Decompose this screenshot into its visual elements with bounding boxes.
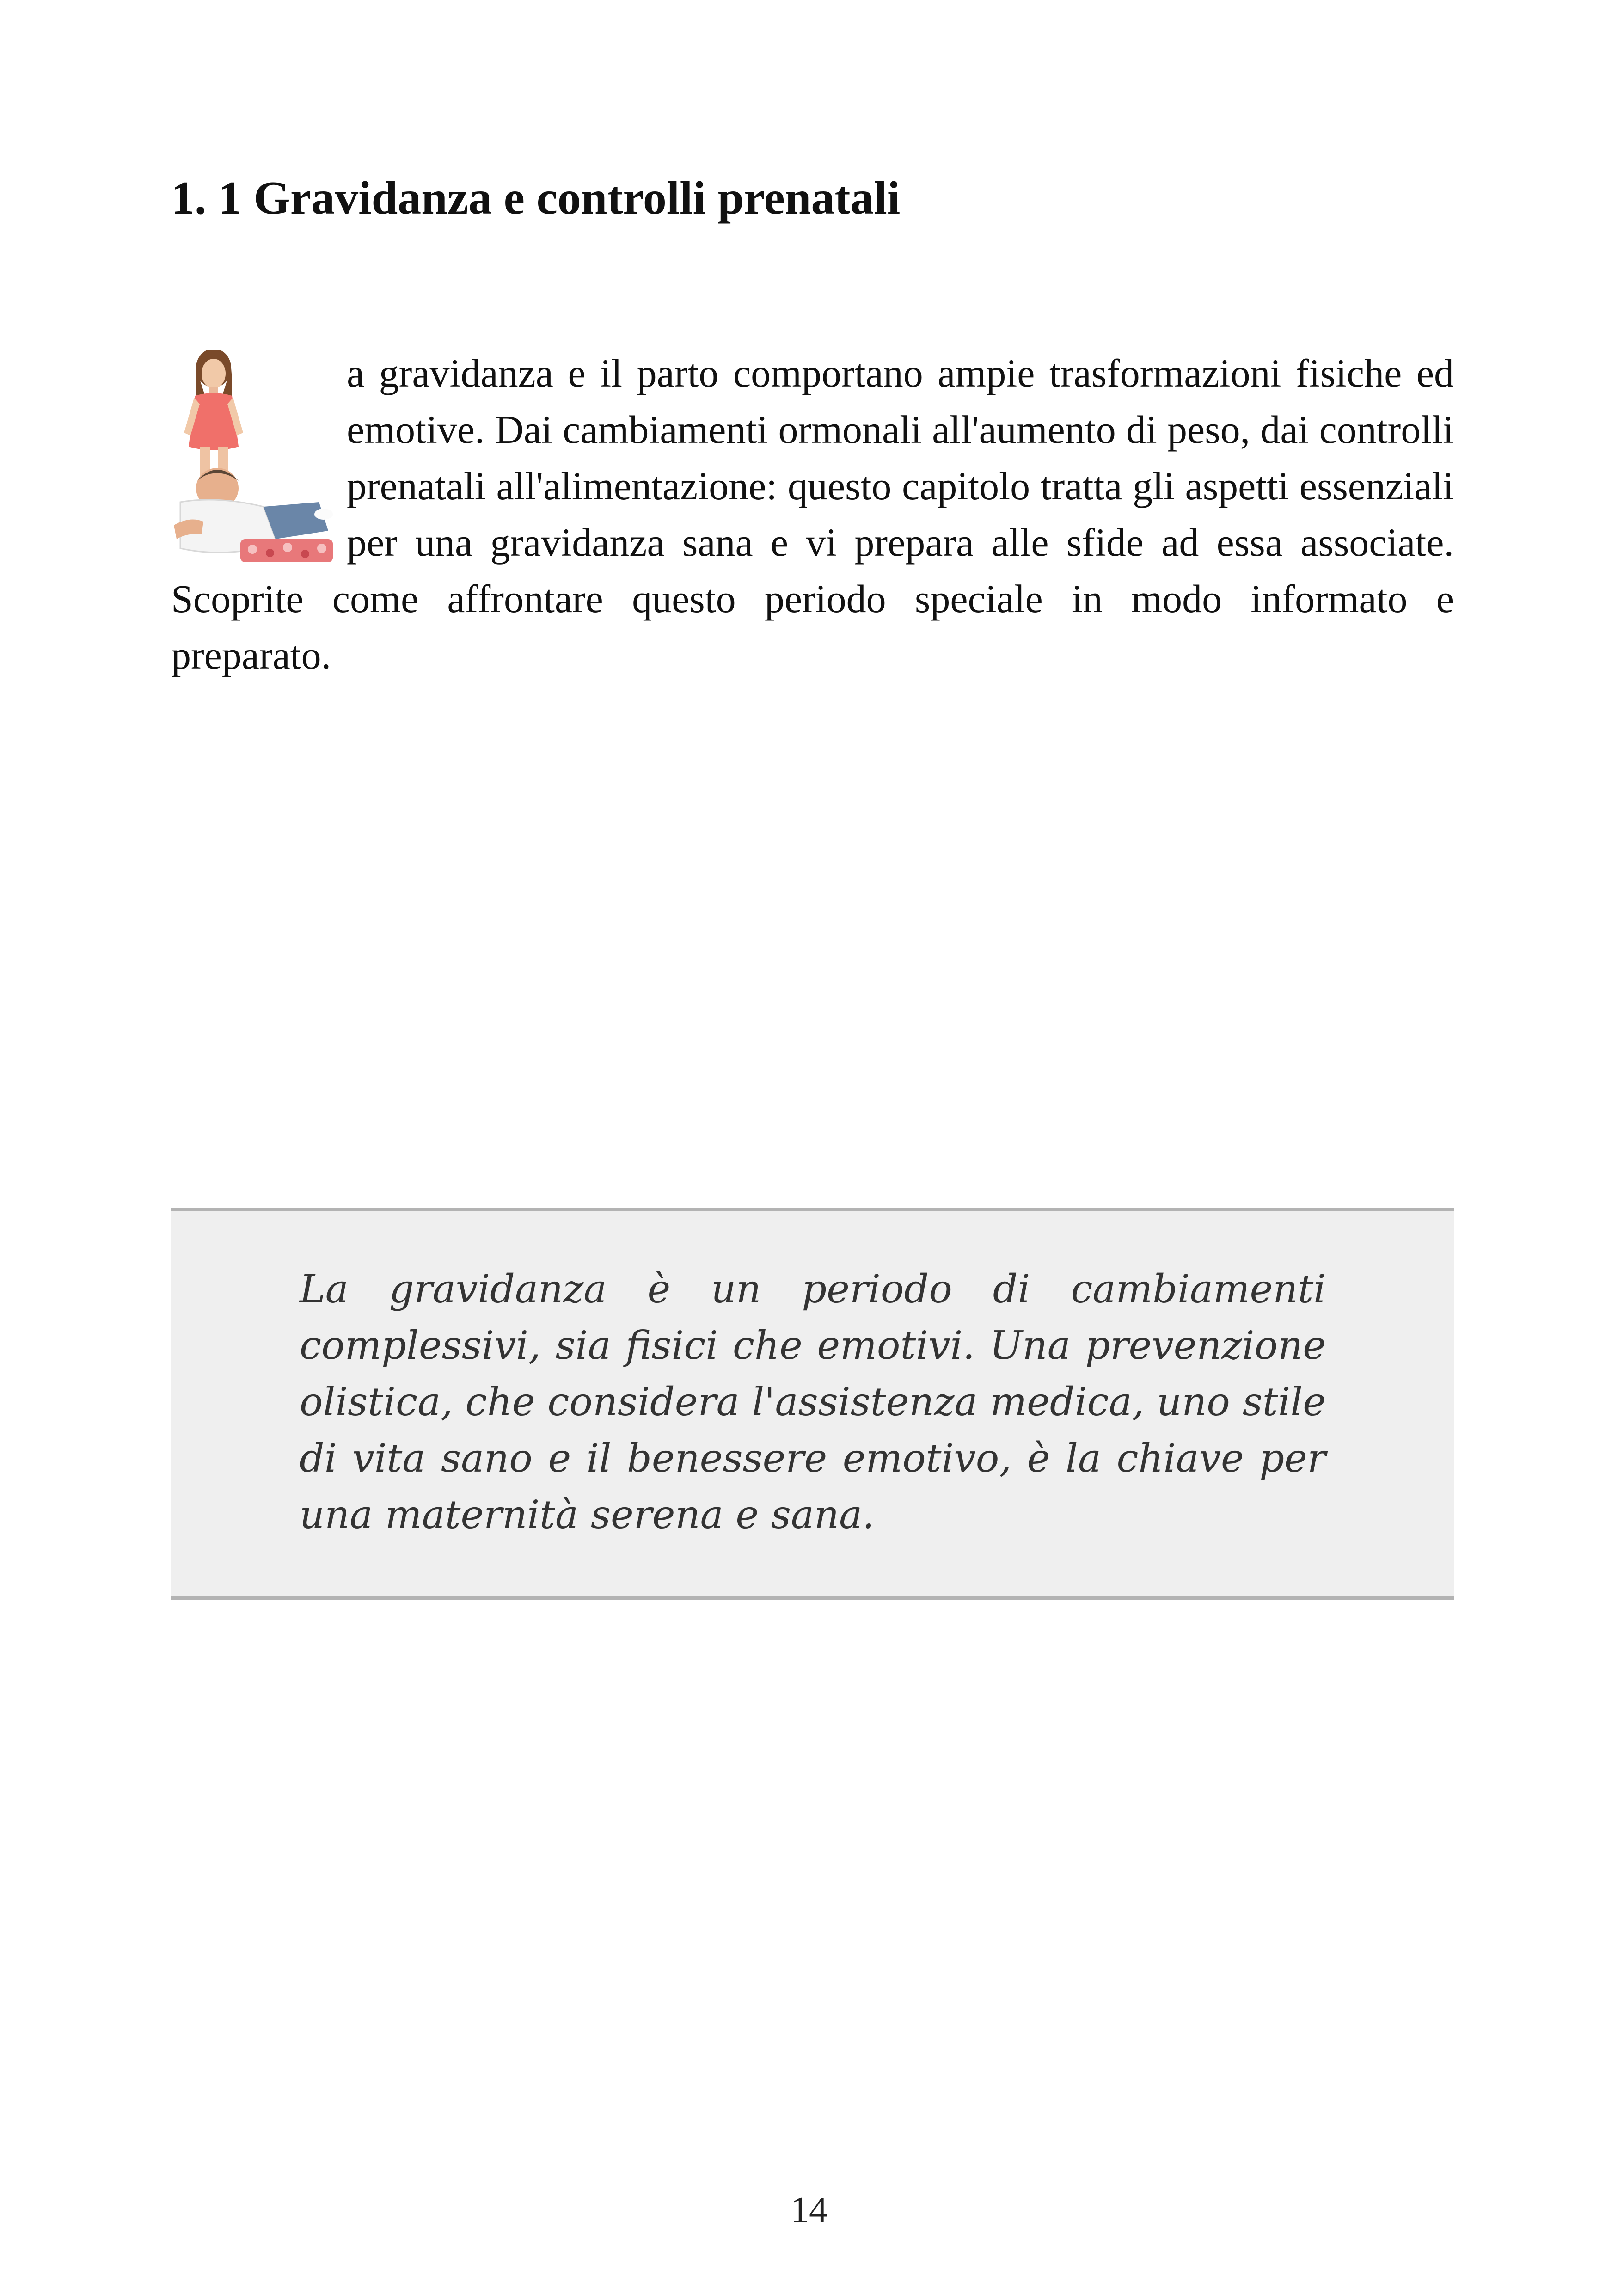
section-heading: 1. 1 Gravidanza e controlli prenatali <box>171 172 901 224</box>
family-photo-letter-l-icon <box>171 350 334 566</box>
page-number: 14 <box>791 2190 827 2230</box>
callout-box <box>171 1208 1454 1600</box>
intro-paragraph <box>171 345 1454 683</box>
intro-text: a gravidanza e il parto comportano ampie trasformazioni fisiche ed emotive. Dai cambiamenti ormonali all'aumento di peso, dai controlli prenatali all'alimentazione: questo capitolo tratta gli aspetti essenziali per una gravidanza sana e vi prepara alle sfide ad essa associate. Scoprite come affrontare questo periodo speciale in modo informato e preparato. <box>171 351 1454 677</box>
callout-text: La gravidanza è un periodo di cambiamenti complessivi, sia fisici che emotivi. Una prevenzione olistica, che considera l'assistenza medica, uno stile di vita sano e il benessere emotivo, è la chiave per una maternità serena e sana. <box>300 1266 1326 1537</box>
